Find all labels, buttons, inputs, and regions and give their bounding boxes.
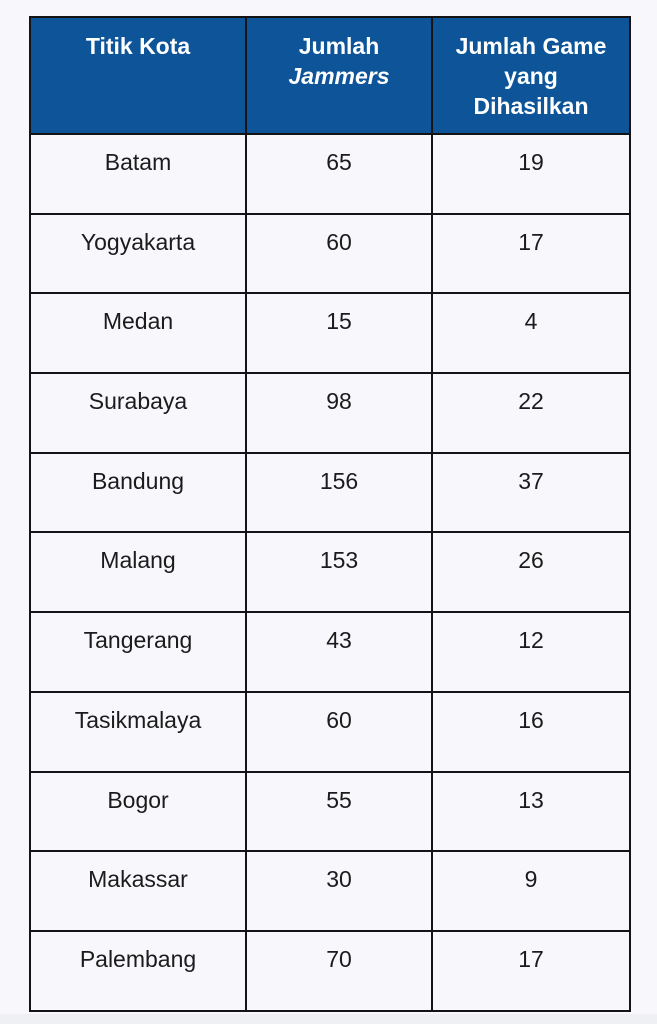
bottom-strip — [0, 1014, 657, 1024]
cell-city: Yogyakarta — [30, 214, 246, 294]
cell-city: Medan — [30, 293, 246, 373]
header-city-label: Titik Kota — [85, 33, 191, 59]
cell-games: 37 — [432, 453, 630, 533]
cell-games: 12 — [432, 612, 630, 692]
cell-jammers: 30 — [246, 851, 432, 931]
cell-games: 4 — [432, 293, 630, 373]
table-row — [30, 931, 630, 1011]
cell-city: Palembang — [30, 931, 246, 1011]
table-row — [30, 532, 630, 612]
table-row — [30, 214, 630, 294]
cell-city: Batam — [30, 134, 246, 214]
cell-games: 26 — [432, 532, 630, 612]
cell-games: 9 — [432, 851, 630, 931]
header-games — [432, 17, 630, 134]
table-row — [30, 293, 630, 373]
jammers-table — [29, 16, 631, 1012]
cell-games: 22 — [432, 373, 630, 453]
cell-city: Surabaya — [30, 373, 246, 453]
cell-city: Bogor — [30, 772, 246, 852]
cell-games: 16 — [432, 692, 630, 772]
header-jammers-line1: Jumlah — [298, 33, 380, 59]
header-games-line1: Jumlah Game — [455, 33, 607, 59]
cell-jammers: 153 — [246, 532, 432, 612]
table-row — [30, 373, 630, 453]
cell-city: Bandung — [30, 453, 246, 533]
table-row — [30, 692, 630, 772]
table-row — [30, 453, 630, 533]
table-row — [30, 851, 630, 931]
table-row — [30, 612, 630, 692]
cell-jammers: 98 — [246, 373, 432, 453]
header-jammers — [246, 17, 432, 134]
header-jammers-line2: Jammers — [288, 63, 390, 89]
table-header-row — [30, 17, 630, 134]
cell-jammers: 156 — [246, 453, 432, 533]
header-games-line3: Dihasilkan — [473, 93, 589, 119]
cell-jammers: 55 — [246, 772, 432, 852]
cell-city: Makassar — [30, 851, 246, 931]
header-games-line2: yang — [504, 63, 558, 89]
cell-games: 17 — [432, 931, 630, 1011]
cell-games: 17 — [432, 214, 630, 294]
cell-games: 19 — [432, 134, 630, 214]
table-row — [30, 772, 630, 852]
cell-jammers: 60 — [246, 692, 432, 772]
cell-city: Tangerang — [30, 612, 246, 692]
cell-jammers: 15 — [246, 293, 432, 373]
table-row — [30, 134, 630, 214]
cell-jammers: 43 — [246, 612, 432, 692]
cell-jammers: 70 — [246, 931, 432, 1011]
cell-jammers: 65 — [246, 134, 432, 214]
cell-city: Tasikmalaya — [30, 692, 246, 772]
cell-jammers: 60 — [246, 214, 432, 294]
cell-games: 13 — [432, 772, 630, 852]
header-city — [30, 17, 246, 134]
cell-city: Malang — [30, 532, 246, 612]
